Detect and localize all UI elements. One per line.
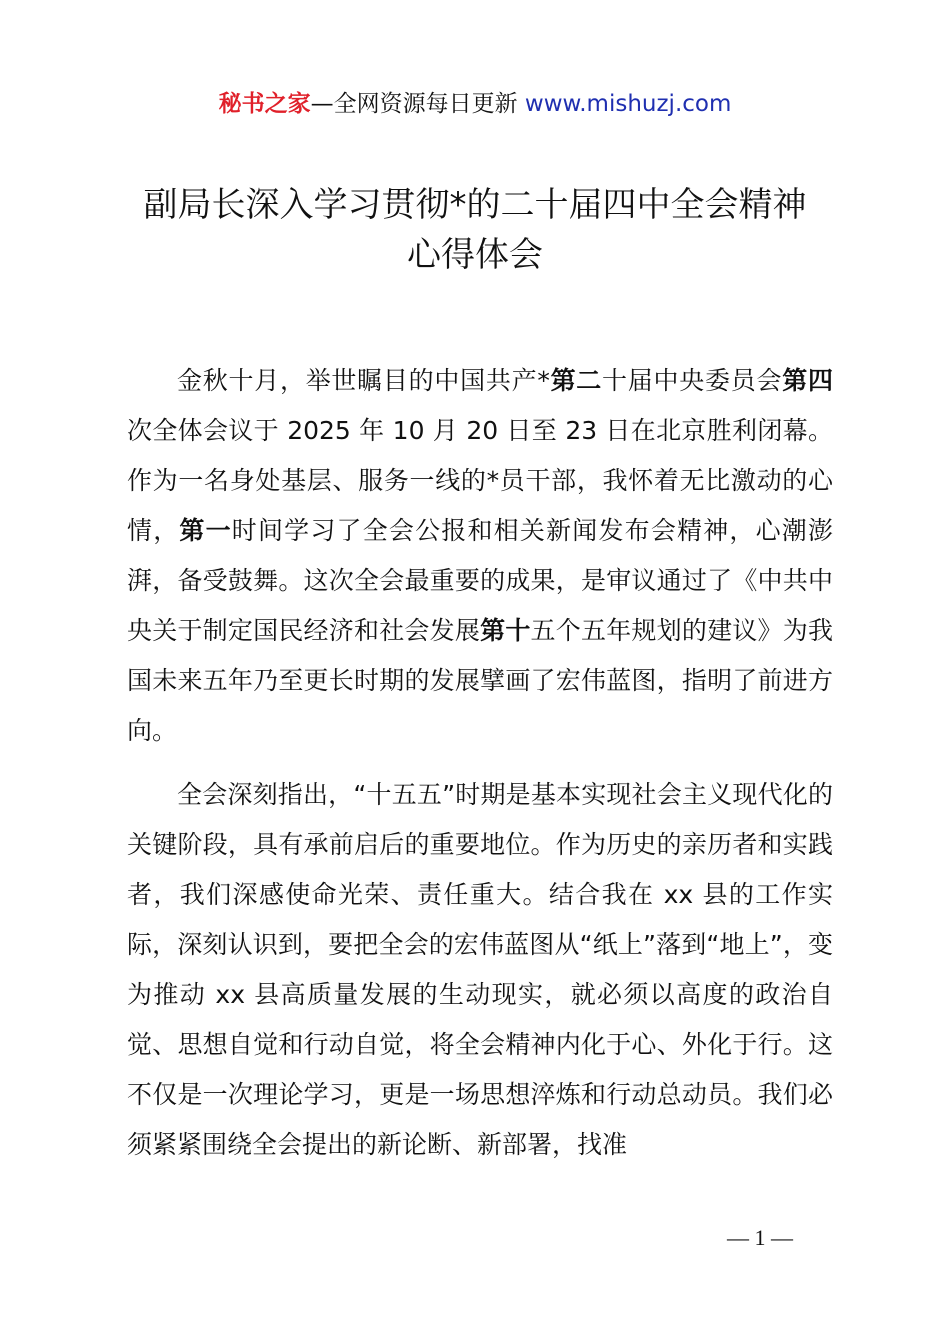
text-run: 十届中央委员会: [602, 366, 783, 395]
brand-name: 秘书之家: [218, 91, 311, 117]
bold-run: 第二: [549, 366, 603, 395]
page-number: — 1 —: [727, 1225, 793, 1250]
site-banner: [0, 88, 950, 120]
bold-run: 第四: [782, 366, 833, 395]
text-run: 次全体会议于 2025 年 10 月 20 日至 23 日在北京胜利闭幕。作为一名身处基层、服务一线的*员干部，我怀着无比激动的心情，: [127, 416, 833, 545]
paragraph-2: [127, 770, 833, 1170]
document-body: [127, 356, 833, 1184]
text-run: 金秋十月，举世瞩目的中国共产*: [177, 366, 550, 395]
site-url-link[interactable]: www.mishuzj.com: [524, 91, 732, 117]
bold-run: 第十: [480, 616, 531, 645]
bold-run: 第一: [179, 516, 232, 545]
paragraph-1: [127, 356, 833, 756]
title-line-2: 心得体会: [407, 235, 543, 275]
title-line-1: 副局长深入学习贯彻*的二十届四中全会精神: [143, 185, 807, 225]
banner-tagline: —全网资源每日更新: [310, 91, 525, 117]
text-run: 时间学习了全会公报和相关新闻发布会精神，心潮澎湃，备受鼓舞。这次全会最重要的成果，是审议通过了《中共中央关于制定国民经济和社会发展: [127, 516, 833, 645]
document-title: [100, 180, 850, 280]
text-run: 五个五年规划的建议》为我国未来五年乃至更长时期的发展擘画了宏伟蓝图，指明了前进方向。: [127, 616, 833, 745]
text-run: 全会深刻指出，“十五五”时期是基本实现社会主义现代化的关键阶段，具有承前启后的重要地位。作为历史的亲历者和实践者，我们深感使命光荣、责任重大。结合我在 xx 县的工作实际，深刻认识到，要把全会的宏伟蓝图从“纸上”落到“地上”，变为推动 xx 县高质量发展的生动现实，就必须以高度的政治自觉、思想自觉和行动自觉，将全会精神内化于心、外化于行。这不仅是一次理论学习，更是一场思想淬炼和行动总动员。我们必须紧紧围绕全会提出的新论断、新部署，找准: [127, 780, 833, 1159]
